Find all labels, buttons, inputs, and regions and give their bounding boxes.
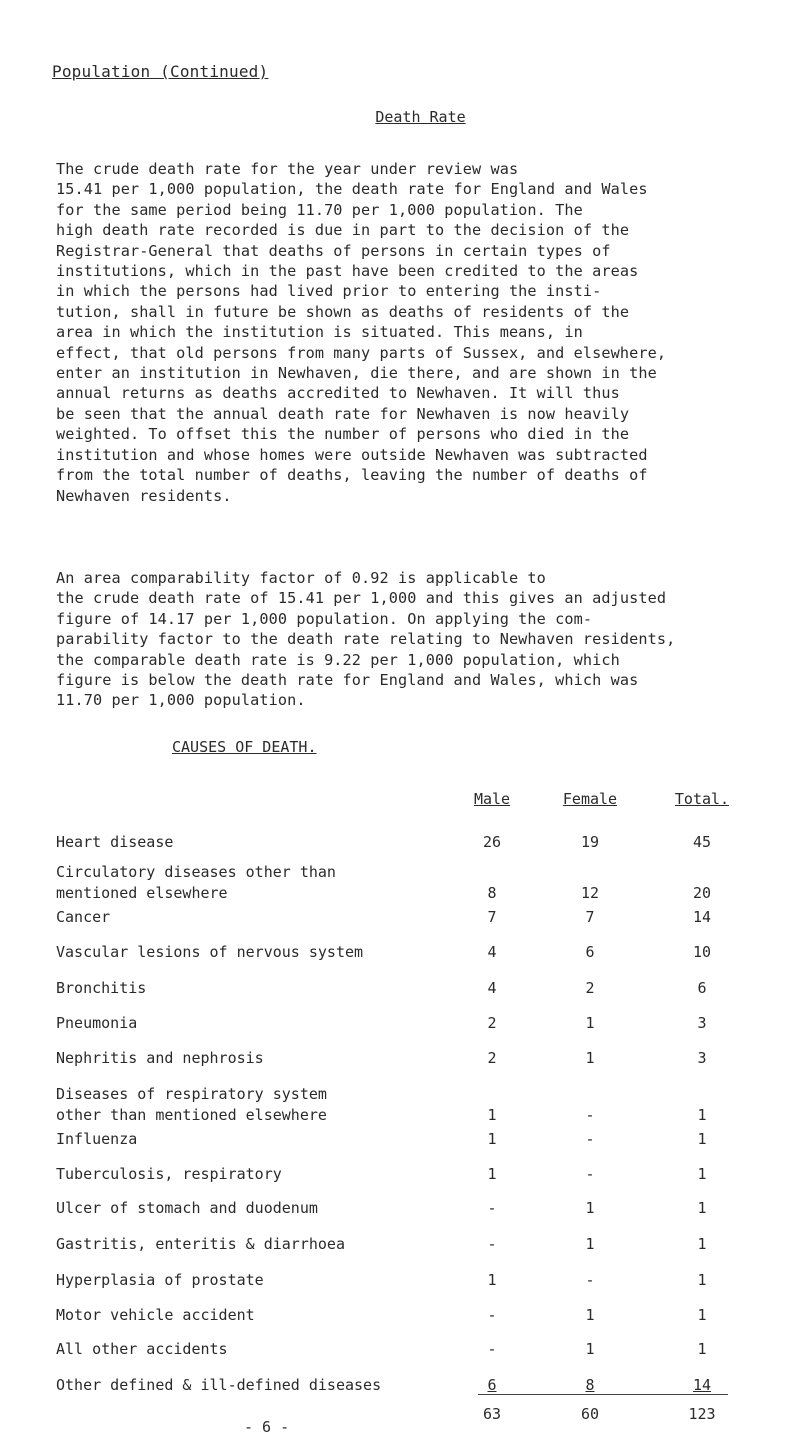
cell-male: -	[487, 1199, 497, 1218]
cause-label: Nephritis and nephrosis	[56, 1048, 264, 1067]
cell-female: 7	[585, 907, 595, 926]
cause-label: Hyperplasia of prostate	[56, 1270, 264, 1289]
cell-total: 1	[697, 1235, 707, 1254]
cell-total: 14	[692, 907, 712, 926]
paragraph-death-rate: The crude death rate for the year under review was 15.41 per 1,000 population, the death rate for England and Wales for the same period being 11.70 per 1,000 population. The high death rate recorded is due in part to the decision of the Registrar-General that deaths of persons in certain types of institutions, which in the past have been credited to the areas in which the persons had lived prior to entering the insti- tution, shall in future be shown as deaths of residents of the area in which the institution is situated. This means, in effect, that old persons from many parts of Sussex, and elsewhere, enter an institution in Newhaven, die there, and are shown in the annual returns as deaths accredited to Newhaven. It will thus be seen that the annual death rate for Newhaven is now heavily weighted. To offset this the number of persons who died in the institution and whose homes were outside Newhaven was subtracted from the total number of deaths, leaving the number of deaths of Newhaven residents.	[56, 160, 667, 505]
cell-total: 1	[697, 1106, 707, 1125]
paragraph-comparability: An area comparability factor of 0.92 is applicable to the crude death rate of 15.41 per 1,000 and this gives an adjusted figure of 14.17 per 1,000 population. On applying the com- parability factor to the death rate relating to Newhaven residents, the comparable death rate is 9.22 per 1,000 population, which figure is below the death rate for England and Wales, which was 11.70 per 1,000 population.	[56, 569, 676, 710]
cell-male: 4	[487, 978, 497, 997]
cell-total: 1	[697, 1199, 707, 1218]
total-total: 123	[688, 1405, 716, 1423]
cell-female: 2	[585, 978, 595, 997]
cell-male: 8	[487, 883, 497, 902]
cause-label: Diseases of respiratory system other than mentioned elsewhere	[56, 1085, 327, 1125]
cause-label: Bronchitis	[56, 978, 147, 997]
cell-male: 6	[487, 1376, 497, 1394]
cell-male: 1	[487, 1270, 497, 1289]
cause-label: Tuberculosis, respiratory	[56, 1164, 282, 1183]
cell-male: 1	[487, 1164, 497, 1183]
cell-female: -	[585, 1270, 595, 1289]
cell-male: 2	[487, 1013, 497, 1032]
cell-female: 1	[585, 1013, 595, 1032]
cell-total: 1	[697, 1340, 707, 1359]
cell-female: -	[585, 1106, 595, 1125]
total-female: 60	[580, 1405, 600, 1423]
cause-label: Influenza	[56, 1129, 138, 1148]
cause-label: Cancer	[56, 907, 111, 926]
cell-female: 12	[580, 883, 600, 902]
cause-label: Heart disease	[56, 833, 174, 851]
total-male: 63	[482, 1405, 502, 1423]
cell-male: 26	[482, 833, 502, 851]
cause-label: Motor vehicle accident	[56, 1305, 255, 1324]
cell-male: 1	[487, 1106, 497, 1125]
cell-total: 3	[697, 1013, 707, 1032]
column-header-male: Male	[473, 790, 511, 808]
cell-female: 8	[585, 1376, 595, 1394]
cell-male: 2	[487, 1048, 497, 1067]
cause-label: Circulatory diseases other than mentioned elsewhere	[56, 862, 336, 902]
cell-male: 7	[487, 907, 497, 926]
column-header-female: Female	[562, 790, 618, 808]
cell-total: 1	[697, 1164, 707, 1183]
cell-female: 1	[585, 1199, 595, 1218]
cause-label: Other defined & ill-defined diseases	[56, 1376, 382, 1394]
cause-label: All other accidents	[56, 1340, 228, 1359]
cell-female: 6	[585, 943, 595, 962]
cell-male: -	[487, 1305, 497, 1324]
cell-total: 1	[697, 1270, 707, 1289]
page-number: - 6 -	[244, 1418, 290, 1436]
cell-male: -	[487, 1235, 497, 1254]
cause-label: Vascular lesions of nervous system	[56, 943, 364, 962]
cell-total: 20	[692, 883, 712, 902]
cell-male: 4	[487, 943, 497, 962]
cell-total: 1	[697, 1305, 707, 1324]
cell-female: 1	[585, 1305, 595, 1324]
cell-female: 1	[585, 1340, 595, 1359]
cause-label: Gastritis, enteritis & diarrhoea	[56, 1235, 345, 1254]
cell-total: 3	[697, 1048, 707, 1067]
cell-female: 19	[580, 833, 600, 851]
cell-total: 45	[692, 833, 712, 851]
cell-total: 6	[697, 978, 707, 997]
column-header-total: Total.	[674, 790, 730, 808]
causes-heading: CAUSES OF DEATH.	[172, 738, 317, 756]
cause-label: Ulcer of stomach and duodenum	[56, 1199, 318, 1218]
page-subtitle: Death Rate	[375, 108, 466, 126]
cell-total: 14	[692, 1376, 712, 1394]
cell-total: 1	[697, 1129, 707, 1148]
sum-rule	[478, 1394, 728, 1395]
cell-male: -	[487, 1340, 497, 1359]
section-title: Population (Continued)	[52, 62, 269, 81]
cell-total: 10	[692, 943, 712, 962]
cell-female: 1	[585, 1048, 595, 1067]
cell-male: 1	[487, 1129, 497, 1148]
cell-female: -	[585, 1129, 595, 1148]
cell-female: -	[585, 1164, 595, 1183]
cause-label: Pneumonia	[56, 1013, 138, 1032]
cell-female: 1	[585, 1235, 595, 1254]
